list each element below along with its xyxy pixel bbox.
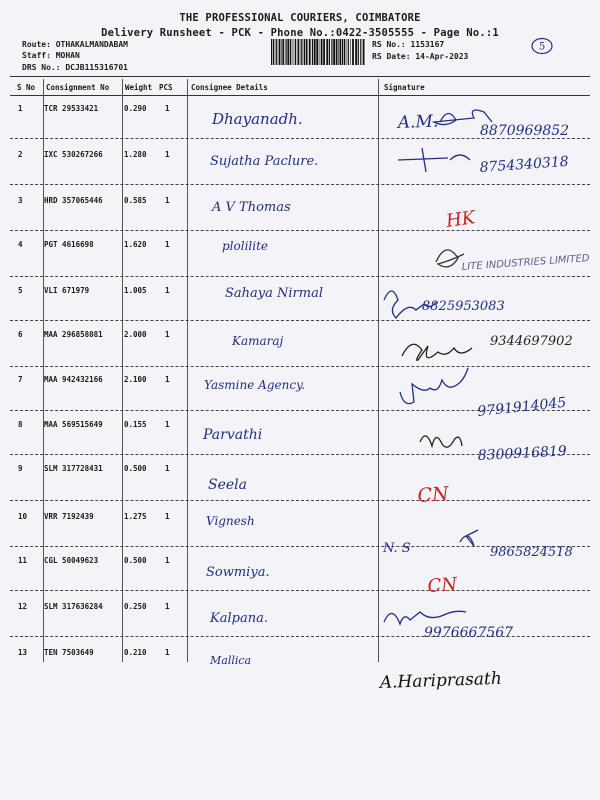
col-header-sno: S No	[17, 83, 36, 92]
cell-weight: 1.005	[124, 286, 147, 295]
cell-consignment: TCR 29533421	[44, 104, 99, 113]
consignee-handwriting: Kamaraj	[232, 334, 284, 348]
signature-handwriting: A.M.	[397, 111, 439, 133]
signature-scribble	[400, 368, 468, 404]
cell-pcs: 1	[165, 556, 170, 565]
cell-pcs: 1	[165, 602, 170, 611]
consignee-handwriting: Sahaya Nirmal	[225, 286, 323, 301]
col-header-weight: Weight	[125, 83, 153, 92]
consignee-handwriting: Seela	[208, 477, 247, 493]
cell-consignment: CGL 50049623	[44, 556, 99, 565]
signature-handwriting: A.Hariprasath	[379, 668, 503, 693]
cell-weight: 0.290	[124, 104, 147, 113]
cell-weight: 2.000	[124, 330, 147, 339]
route-label: Route: OTHAKALMANDABAM	[22, 40, 128, 49]
phone-handwriting: 9865824518	[490, 545, 573, 560]
cell-weight: 0.250	[124, 602, 147, 611]
consignee-handwriting: Sowmiya.	[206, 565, 270, 580]
cell-pcs: 1	[165, 330, 170, 339]
company-stamp-text: LITE INDUSTRIES LIMITED	[461, 253, 590, 273]
signature-scribble	[384, 611, 466, 624]
col-header-signature: Signature	[384, 83, 425, 92]
phone-handwriting: 9791914045	[476, 394, 568, 420]
rs-number: RS No.: 1153167	[372, 40, 445, 49]
cell-consignment: MAA 296858081	[44, 330, 103, 339]
phone-handwriting: 8300916819	[477, 443, 568, 464]
cell-sno: 4	[18, 240, 23, 249]
cell-consignment: IXC 530267266	[44, 150, 103, 159]
phone-handwriting: 9976667567	[424, 625, 514, 641]
consignee-handwriting: Vignesh	[206, 514, 255, 528]
consignee-handwriting: Kalpana.	[210, 611, 268, 626]
phone-handwriting: 9344697902	[490, 334, 573, 349]
consignee-handwriting: Dhayanadh.	[212, 110, 303, 128]
cell-sno: 12	[18, 602, 28, 611]
cell-weight: 2.100	[124, 375, 147, 384]
cell-consignment: VRR 7192439	[44, 512, 94, 521]
consignee-handwriting: Parvathi	[203, 427, 263, 443]
cell-weight: 1.280	[124, 150, 147, 159]
consignee-handwriting: plolilite	[222, 239, 269, 253]
signature-scribble	[436, 250, 464, 267]
signature-scribble	[460, 530, 478, 546]
signature-handwriting: N. S	[383, 541, 411, 556]
cell-consignment: TEN 7503649	[44, 648, 94, 657]
consignee-handwriting: Sujatha Paclure.	[210, 154, 319, 169]
rs-date: RS Date: 14-Apr-2023	[372, 52, 469, 61]
consignee-handwriting: Mallica	[210, 654, 252, 667]
signature-handwriting: CN	[426, 573, 458, 597]
staff-label: Staff: MOHAN	[22, 51, 80, 60]
consignee-handwriting: Yasmine Agency.	[204, 378, 306, 392]
signature-scribble	[402, 344, 472, 360]
phone-handwriting: 8870969852	[480, 123, 570, 139]
cell-pcs: 1	[165, 150, 170, 159]
cell-weight: 0.585	[124, 196, 147, 205]
cell-pcs: 1	[165, 104, 170, 113]
drs-number: DRS No.: DCJB115316701	[22, 63, 128, 72]
cell-consignment: SLM 317728431	[44, 464, 103, 473]
cell-sno: 9	[18, 464, 23, 473]
cell-consignment: MAA 569515649	[44, 420, 103, 429]
cell-sno: 1	[18, 104, 23, 113]
signature-handwriting: HK	[444, 207, 477, 232]
cell-pcs: 1	[165, 512, 170, 521]
cell-pcs: 1	[165, 375, 170, 384]
cell-pcs: 1	[165, 286, 170, 295]
cell-weight: 0.155	[124, 420, 147, 429]
cell-pcs: 1	[165, 464, 170, 473]
col-header-pcs: PCS	[159, 83, 173, 92]
cell-consignment: SLM 317636284	[44, 602, 103, 611]
cell-sno: 8	[18, 420, 23, 429]
cell-sno: 5	[18, 286, 23, 295]
cell-weight: 0.500	[124, 464, 147, 473]
col-header-consignment: Consignment No	[46, 83, 110, 92]
cell-sno: 7	[18, 375, 23, 384]
cell-sno: 2	[18, 150, 23, 159]
cell-pcs: 1	[165, 420, 170, 429]
signature-scribble	[398, 148, 470, 172]
cell-consignment: MAA 942432166	[44, 375, 103, 384]
phone-handwriting: 8825953083	[422, 299, 505, 314]
cell-sno: 3	[18, 196, 23, 205]
cell-weight: 0.210	[124, 648, 147, 657]
cell-consignment: PGT 4616698	[44, 240, 94, 249]
cell-pcs: 1	[165, 196, 170, 205]
consignee-handwriting: A V Thomas	[212, 200, 291, 215]
cell-sno: 11	[18, 556, 28, 565]
cell-weight: 1.275	[124, 512, 147, 521]
signature-handwriting: CN	[416, 482, 450, 507]
cell-weight: 1.620	[124, 240, 147, 249]
cell-sno: 13	[18, 648, 28, 657]
cell-sno: 6	[18, 330, 23, 339]
circled-mark-text: 5	[538, 41, 546, 53]
cell-weight: 0.500	[124, 556, 147, 565]
cell-pcs: 1	[165, 240, 170, 249]
document-title: THE PROFESSIONAL COURIERS, COIMBATORE	[179, 12, 421, 24]
cell-consignment: HRD 357065446	[44, 196, 103, 205]
cell-pcs: 1	[165, 648, 170, 657]
phone-handwriting: 8754340318	[479, 153, 570, 176]
document-subtitle: Delivery Runsheet - PCK - Phone No.:0422-3505555 - Page No.:1	[101, 27, 499, 39]
col-header-consignee: Consignee Details	[191, 83, 268, 92]
signature-scribble	[420, 436, 462, 447]
cell-sno: 10	[18, 512, 28, 521]
cell-consignment: VLI 671979	[44, 286, 90, 295]
